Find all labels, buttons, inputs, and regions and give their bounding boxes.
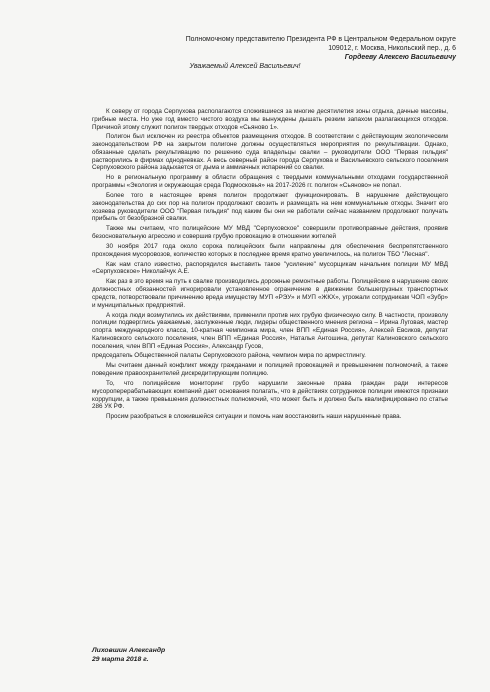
letter-date: 29 марта 2018 г. (92, 656, 149, 663)
body-paragraph: Также мы считаем, что полицейские МУ МВД "Серпуховское" совершили противоправные действия, проявив безосновательную агрессию и совершив грубую провокацию в отношении жителей (92, 225, 448, 240)
body-paragraph: А когда люди возмутились их действиями, применили против них грубую физическую силу. В частности, произволу полиции подверглись уважаемые, заслуженные люди, лидеры общественного мнения региона – Ирина Луговая, мастер спорта международного класса, 10-кратная чемпионка мира, член ВПП «Единая Россия», Алексей Евсиков, депутат Калиновского сельского поселения, член ВПП «Единая Россия», Наталья Антошина, депутат Калиновского сельского поселения, член ВПП «Единая Россия», Александр Гусов, (92, 311, 448, 350)
signatory-name: Лиховшин Александр (92, 647, 166, 654)
body-paragraph: К северу от города Серпухова располагаются сложившиеся за многие десятилетия зоны отдыха, дачные массивы, грибные места. Но уже год вместо чистого воздуха мы вынуждены дышать резким запахом разлагающихся отходов. Причиной этому служит полигон твердых отходов «Сьяново 1». (92, 108, 448, 131)
signature-block (92, 646, 165, 664)
body-paragraph: Просим разобраться в сложившейся ситуации и помочь нам восстановить наши нарушенные права. (106, 413, 402, 421)
salutation: Уважаемый Алексей Васильевич! (189, 62, 301, 70)
addressee-block (150, 35, 456, 62)
body-paragraph: Полигон был исключен из реестра объектов размещения отходов. В соответствии с действующим экологическим законодательством РФ на закрытом полигоне должны осуществляться мероприятия по рекультивации. Однако, обязанные сделать рекультивацию по решению суда владельцы свалки – руководители ООО "Первая гильдия" растворились в фирмах однодневках. А весь северный район города Серпухова и Васильевского сельского поселения Серпуховского района задыхается от дыма и аммиачных испарений со свалки. (92, 133, 448, 172)
addressee-name: Гордееву Алексею Васильевичу (344, 54, 456, 62)
addressee-position: Полномочному представителю Президента РФ в Центральном Федеральном округе (185, 36, 456, 43)
letter-body (92, 108, 448, 423)
body-paragraph: Как раз в это время на путь к свалке производились дорожные ремонтные работы. Полицейские в нарушение своих должностных обязанностей игнорировали установленное ограничение в движении большегрузных транспортных средств, потворствовали причинению вреда имуществу МУП «РЭУ» и МУП «ЖКХ», угрожали сотрудникам ЧОП «Зубр» и муниципальных предприятий. (92, 278, 448, 309)
body-paragraph: То, что полицейские мониторинг грубо нарушили законные права граждан ради интересов мусороперерабатывающих компаний дает основания полагать, что в действиях сотрудников полиции имеются признаки коррупции, а также превышения должностных полномочий, что может быть и должно быть квалифицировано по статье 286 УК РФ. (92, 380, 448, 411)
body-paragraph: Как нам стало известно, распорядился выставить такое "усиление" мусорщикам начальник полиции МУ МВД «Серпуховское» Николайчук А.Е. (92, 260, 448, 276)
addressee-address: 109012, г. Москва, Никольский пер., д. 6 (328, 45, 456, 53)
body-paragraph: Более того в настоящее время полигон продолжает функционировать. В нарушение действующего законодательства до сих пор на полигон продолжают свозить и размещать на нем коммунальные отходы. Значит его хозяева руководители ООО "Первая гильдия" под каким бы они не работали сейчас названием продолжают получать прибыль от безобразной свалки. (92, 192, 448, 223)
body-paragraph: 30 ноября 2017 года около сорока полицейских были направлены для обеспечения беспрепятственного прохождения мусоровозов, количество которых в последнее время кратно увеличилось, на полигон ТБО "Лесная". (92, 242, 448, 258)
body-paragraph: председатель Общественной палаты Серпуховского района, чемпион мира по армрестлингу. (92, 352, 366, 360)
body-paragraph: Но в региональную программу в области обращения с твердыми коммунальными отходами государственной программы «Экология и окружающая среда Подмосковья» на 2017-2026 гг. полигон «Сьяново» не попал. (92, 174, 448, 190)
body-paragraph: Мы считаем данный конфликт между гражданами и полицией провокацией и превышением полномочий, а также поведение правоохранителей дискредитирующим полицию. (92, 362, 448, 378)
